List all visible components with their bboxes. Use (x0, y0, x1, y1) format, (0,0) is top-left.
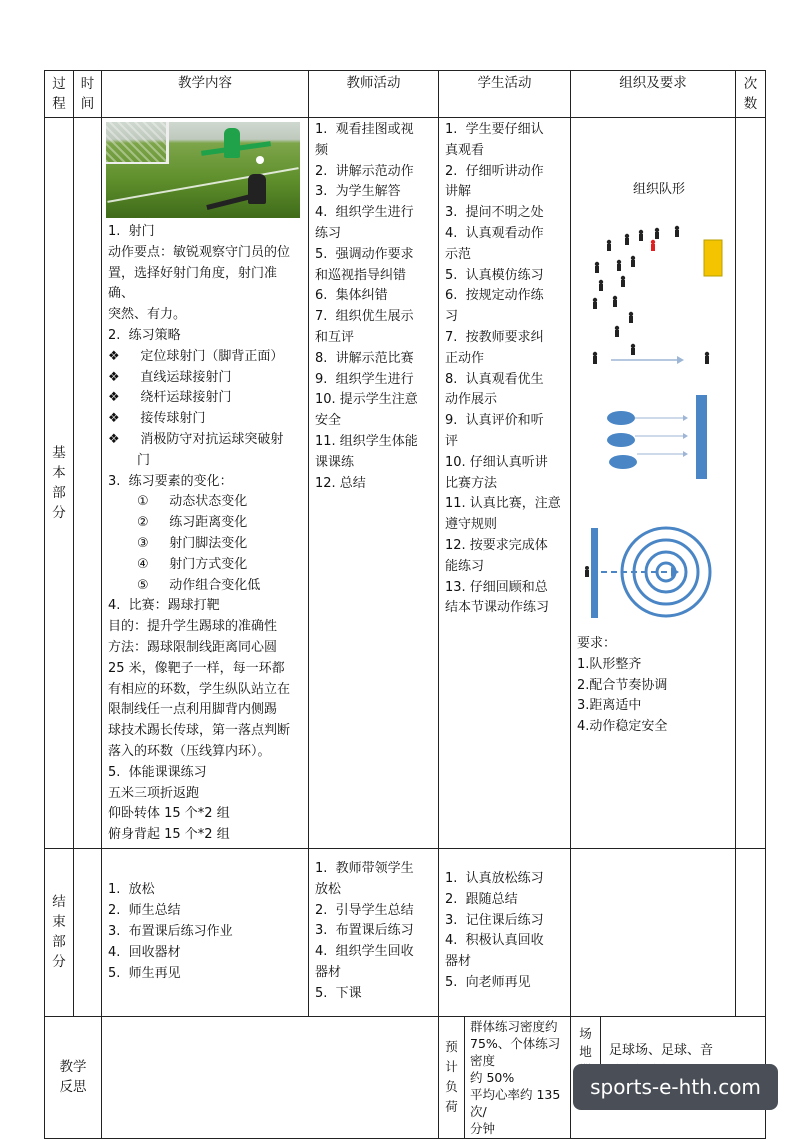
text-line: 4. 回收器材 (108, 944, 181, 960)
basic-student-text (439, 118, 570, 621)
player-figure (629, 312, 633, 323)
ending-student-cell (439, 848, 571, 1016)
text-line: 3. 布置课后练习作业 (108, 924, 233, 939)
watermark-badge: sports-e-hth.com (573, 1064, 778, 1110)
formation-players (593, 226, 709, 364)
text-line: 1.队形整齐 (577, 656, 642, 672)
text-line: 门 (108, 452, 150, 468)
text-line: 3. 为学生解答 (315, 184, 401, 200)
basic-teacher-text (309, 118, 438, 496)
text-line: ❖ 消极防守对抗运球突破射 (108, 431, 284, 447)
text-line: 3. 提问不明之处 (445, 205, 544, 221)
player-figure (595, 262, 599, 273)
goal-marker (704, 240, 722, 276)
dribble-drill (607, 395, 707, 479)
text-line: 能练习 (445, 558, 485, 574)
target-drill (571, 524, 735, 634)
text-line: 10. 提示学生注意 (315, 392, 418, 408)
text-line: 7. 组织优生展示 (315, 309, 414, 325)
text-line: 3. 练习要素的变化： (108, 473, 233, 489)
reflection-cell (102, 1016, 439, 1138)
player-figure (613, 296, 617, 307)
text-line: ❖ 直线运球接射门 (108, 369, 232, 385)
ending-section-row (45, 848, 766, 1016)
text-line: 限制线任一点利用脚背内侧踢 (108, 702, 278, 718)
text-line: 遵守规则 (445, 517, 498, 533)
player-figure (625, 234, 629, 245)
text-line: 动作展示 (445, 392, 498, 408)
text-line: 练习 (315, 225, 342, 241)
header-row (45, 71, 766, 118)
text-line: 五米三项折返跑 (108, 785, 200, 801)
text-line: 1. 射门 (108, 224, 155, 239)
text-line: 评 (445, 433, 459, 449)
text-line: 5. 下课 (315, 985, 362, 1001)
text-line: 仰卧转体 15 个*2 组 (108, 806, 230, 822)
text-line: 频 (315, 142, 329, 158)
text-line: 和巡视指导纠错 (315, 267, 407, 283)
basic-times-cell (736, 118, 766, 849)
goalkeeper-figure (651, 240, 655, 251)
text-line: 讲解 (445, 184, 472, 200)
text-line: ① 动态状态变化 (108, 494, 248, 510)
ending-teacher-text (309, 849, 438, 1007)
text-line: 置，选择好射门角度，射门准确、 (108, 265, 278, 302)
text-line: ❖ 定位球射门（脚背正面） (108, 348, 284, 364)
text-line: 方法：踢球限制线距离同心圆 (108, 639, 278, 655)
text-line: 4. 积极认真回收 (445, 933, 544, 949)
text-line: 9. 认真评价和听 (445, 413, 544, 429)
text-line: 1. 观看挂图或视 (315, 122, 414, 137)
header-process: 过 程 (45, 71, 74, 118)
text-line: 课课练 (315, 454, 355, 470)
text-line: 习 (445, 309, 459, 325)
text-line: 6. 集体纠错 (315, 288, 388, 304)
text-line: 3. 布置课后练习 (315, 923, 414, 939)
text-line: 1. 教师带领学生 (315, 860, 414, 876)
text-line: ③ 射门脚法变化 (108, 535, 248, 551)
ending-student-text (439, 849, 570, 996)
text-line: 75%、个体练习密度 (470, 1035, 561, 1068)
text-line: 放松 (315, 881, 342, 897)
text-line: 2. 师生总结 (108, 903, 181, 919)
text-line: 7. 按教师要求纠 (445, 329, 544, 345)
header-teacher: 教师活动 (309, 71, 439, 118)
load-text (465, 1017, 570, 1138)
reflection-label: 教学 反思 (45, 1016, 102, 1138)
text-line: 5. 师生再见 (108, 965, 181, 981)
basic-section-row (45, 118, 766, 849)
text-line: 12. 按要求完成体 (445, 537, 548, 553)
basic-section-label: 基 本 部 分 (45, 118, 74, 849)
text-line: 2.配合节奏协调 (577, 677, 668, 693)
text-line: 球技术踢长传球，第一落点判断 (108, 723, 291, 739)
text-line: 真观看 (445, 142, 485, 158)
lesson-plan-table (44, 70, 766, 1139)
org-title: 组织队形 (632, 182, 686, 197)
text-line: 11. 认真比赛，注意 (445, 496, 561, 512)
text-line: 8. 讲解示范比赛 (315, 350, 414, 366)
text-line: 4. 比赛：踢球打靶 (108, 598, 220, 614)
basic-student-cell (439, 118, 571, 849)
passing-drill (611, 356, 684, 364)
player-figure (621, 276, 625, 287)
text-line: 2. 练习策略 (108, 327, 181, 343)
player-figure (615, 326, 619, 337)
text-line: ❖ 接传球射门 (108, 411, 206, 427)
formation-diagram (571, 118, 736, 538)
text-line: 比赛方法 (445, 475, 498, 491)
text-line: 10. 仔细认真听讲 (445, 454, 548, 470)
text-line: 3. 记住课后练习 (445, 912, 544, 928)
basic-content-text (102, 222, 308, 848)
player-figure (593, 298, 597, 309)
header-student: 学生活动 (439, 71, 571, 118)
basic-teacher-cell (309, 118, 439, 849)
player-figure (675, 226, 679, 237)
requirements-list (577, 655, 729, 738)
load-label: 预 计 负 荷 (439, 1016, 465, 1138)
text-line: 安全 (315, 413, 342, 429)
player-figure (617, 260, 621, 271)
text-line: 分钟 (470, 1120, 496, 1136)
header-org: 组织及要求 (571, 71, 736, 118)
text-line: 器材 (315, 964, 342, 980)
ending-content-text (102, 878, 308, 986)
text-line: 2. 跟随总结 (445, 891, 518, 907)
shooting-photo (106, 122, 300, 218)
text-line: 5. 强调动作要求 (315, 246, 414, 262)
ending-teacher-cell (309, 848, 439, 1016)
text-line: 6. 按规定动作练 (445, 288, 544, 304)
text-line: 2. 讲解示范动作 (315, 163, 414, 179)
player-figure (639, 230, 643, 241)
text-line: 4. 认真观看动作 (445, 225, 544, 241)
text-line: 目的：提升学生踢球的准确性 (108, 619, 278, 635)
text-line: 和互评 (315, 329, 355, 345)
text-line: 1. 放松 (108, 882, 155, 898)
text-line: 有相应的环数，学生纵队站立在 (108, 681, 291, 697)
basic-content-cell (102, 118, 309, 849)
text-line: 落入的环数（压线算内环）。 (108, 743, 271, 759)
text-line: 5. 体能课课练习 (108, 764, 207, 780)
ending-time-cell (74, 848, 102, 1016)
basic-org-cell (571, 118, 736, 849)
text-line: ④ 射门方式变化 (108, 556, 248, 572)
text-line: ❖ 绕杆运球接射门 (108, 390, 232, 406)
requirement-title: 要求： (577, 636, 617, 651)
text-line: 正动作 (445, 350, 485, 366)
text-line: 5. 认真模仿练习 (445, 267, 544, 283)
text-line: ② 练习距离变化 (108, 515, 248, 531)
player-figure (631, 256, 635, 267)
player-figure (631, 344, 635, 355)
venue-label: 场 地 (571, 1017, 601, 1105)
player-figure (599, 280, 603, 291)
text-line: 4. 组织学生进行 (315, 205, 414, 221)
text-line: 俯身背起 15 个*2 组 (108, 827, 230, 843)
text-line: 器材 (445, 954, 472, 970)
text-line: 1. 认真放松练习 (445, 870, 544, 886)
text-line: 约 50% (470, 1069, 515, 1085)
text-line: ⑤ 动作组合变化低 (108, 577, 261, 593)
header-content: 教学内容 (102, 71, 309, 118)
text-line: 5. 向老师再见 (445, 974, 531, 990)
text-line: 2. 仔细听讲动作 (445, 163, 544, 179)
text-line: 9. 组织学生进行 (315, 371, 414, 387)
player-figure (655, 228, 659, 239)
text-line: 突然、有力。 (108, 307, 187, 323)
text-line: 2. 引导学生总结 (315, 902, 414, 918)
text-line: 动作要点：敏锐观察守门员的位 (108, 244, 291, 260)
ending-times-cell (736, 848, 766, 1016)
text-line: 群体练习密度约 (470, 1018, 558, 1034)
text-line: 平均心率约 135 次/ (470, 1086, 565, 1119)
header-time: 时 间 (74, 71, 102, 118)
text-line: 4. 组织学生回收 (315, 944, 414, 960)
player-figure (705, 352, 709, 364)
text-line: 11. 组织学生体能 (315, 433, 418, 449)
ending-content-cell (102, 848, 309, 1016)
text-line: 8. 认真观看优生 (445, 371, 544, 387)
ending-section-label: 结 束 部 分 (45, 848, 74, 1016)
text-line: 13. 仔细回顾和总 (445, 579, 548, 595)
ending-org-cell (571, 848, 736, 1016)
text-line: 3.距离适中 (577, 698, 642, 714)
player-figure (607, 240, 611, 251)
text-line: 1. 学生要仔细认 (445, 122, 544, 137)
player-figure (593, 352, 597, 364)
basic-time-cell (74, 118, 102, 849)
text-line: 4.动作稳定安全 (577, 719, 668, 735)
text-line: 12. 总结 (315, 475, 366, 491)
text-line: 足球场、足球、音 (609, 1042, 714, 1058)
load-cell (465, 1016, 571, 1138)
header-times: 次 数 (736, 71, 766, 118)
text-line: 示范 (445, 246, 472, 262)
text-line: 25 米，像靶子一样，每一环都 (108, 660, 285, 676)
text-line: 结本节课动作练习 (445, 600, 550, 616)
